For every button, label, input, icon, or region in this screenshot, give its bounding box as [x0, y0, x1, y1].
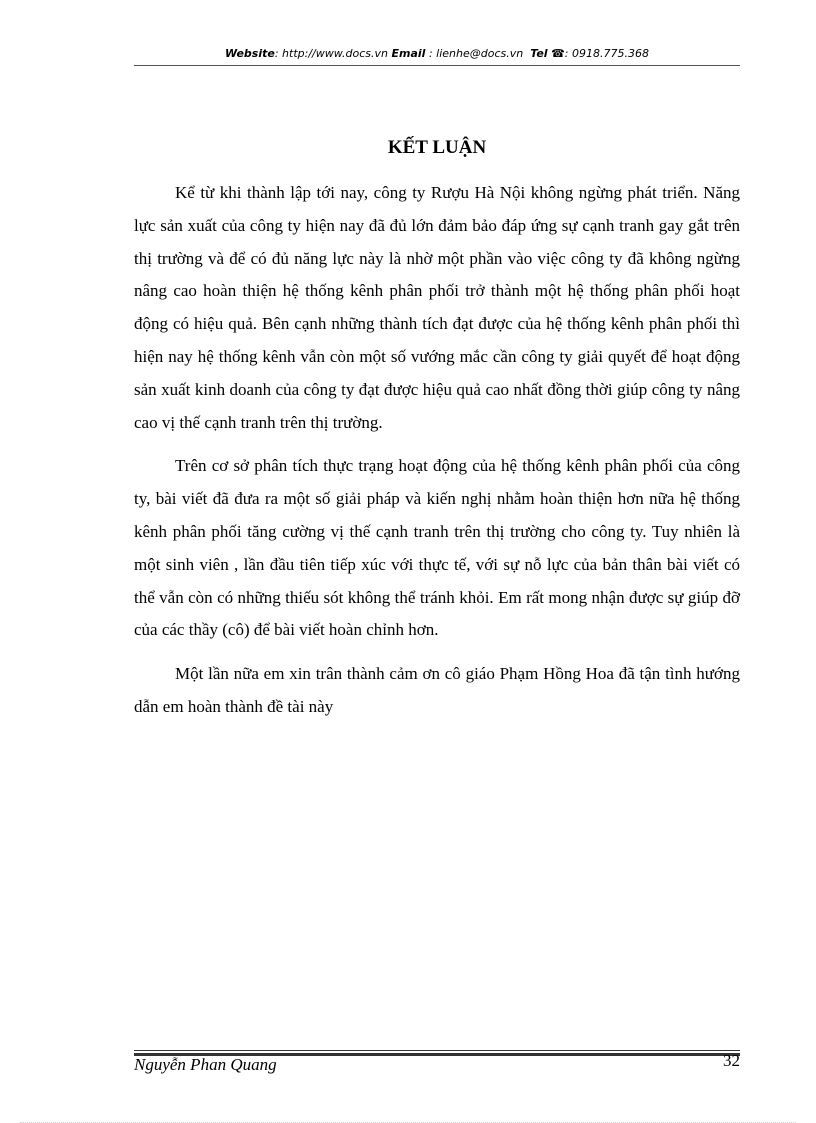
header-divider	[134, 65, 740, 66]
footer-author: Nguyễn Phan Quang	[134, 1055, 277, 1074]
website-value: : http://www.docs.vn	[274, 47, 389, 60]
page-header	[134, 47, 740, 60]
body-text	[134, 177, 740, 735]
footer-divider-thin	[134, 1050, 740, 1051]
email-value: : lienhe@docs.vn	[428, 47, 524, 60]
paragraph-1: Kể từ khi thành lập tới nay, công ty Rượu Hà Nội không ngừng phát triển. Năng lực sản xuất của công ty hiện nay đã đủ lớn đảm bảo đáp ứng sự cạnh tranh gay gắt trên thị trường và để có đủ năng lực này là nhờ một phần vào việc công ty đã không ngừng nâng cao hoàn thiện hệ thống kênh phân phối trở thành một hệ thống phân phối hoạt động có hiệu quả. Bên cạnh những thành tích đạt được của hệ thống kênh phân phối thì hiện nay hệ thống kênh vẫn còn một số vướng mắc cần công ty giải quyết để hoạt động sản xuất kinh doanh của công ty đạt được hiệu quả cao nhất đồng thời giúp công ty nâng cao vị thế cạnh tranh trên thị trường.	[134, 183, 740, 432]
website-label: Website	[225, 47, 275, 60]
email-label: Email	[391, 47, 426, 60]
tel-value: : 0918.775.368	[564, 47, 649, 60]
phone-icon: ☎	[551, 47, 565, 60]
tel-label: Tel	[530, 47, 548, 60]
page-title: KẾT LUẬN	[387, 137, 487, 158]
paragraph-3: Một lần nữa em xin trân thành cảm ơn cô giáo Phạm Hồng Hoa đã tận tình hướng dẫn em hoàn thành đề tài này	[134, 664, 740, 716]
page-number: 32	[723, 1051, 740, 1070]
paragraph-2: Trên cơ sở phân tích thực trạng hoạt động của hệ thống kênh phân phối của công ty, bài viết đã đưa ra một số giải pháp và kiến nghị nhằm hoàn thiện hơn nữa hệ thống kênh phân phối tăng cường vị thế cạnh tranh trên thị trường cho công ty. Tuy nhiên là một sinh viên , lần đầu tiên tiếp xúc với thực tế, với sự nỗ lực của bản thân bài viết có thể vẫn còn có những thiếu sót không thể tránh khỏi. Em rất mong nhận được sự giúp đỡ của các thầy (cô) để bài viết hoàn chỉnh hơn.	[134, 456, 740, 640]
